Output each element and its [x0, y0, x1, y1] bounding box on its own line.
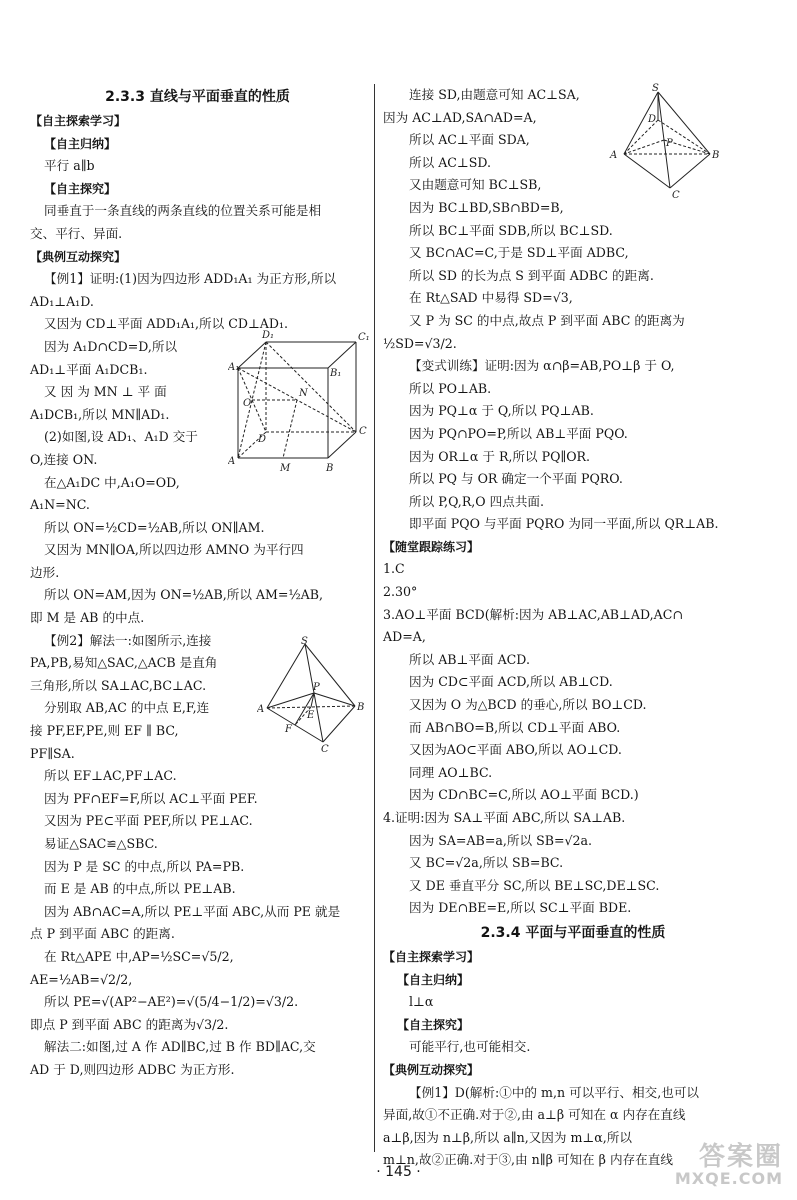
text-line: 在△A₁DC 中,A₁O=OD, [44, 474, 180, 490]
text-line: 又因为 CD⊥平面 ADD₁A₁,所以 CD⊥AD₁. [44, 316, 289, 332]
text-line: 所以 PE=√(AP²−AE²)=√(5/4−1/2)=√3/2. [44, 994, 299, 1010]
text-line: (2)如图,设 AD₁、A₁D 交于 [44, 429, 198, 445]
svg-text:A: A [228, 456, 236, 467]
text-line: 接 PF,EF,PE,则 EF ∥ BC, [30, 723, 179, 739]
text-line: AD₁⊥平面 A₁DCB₁. [30, 361, 148, 377]
text-line: 2.30° [383, 584, 418, 600]
svg-text:M: M [280, 463, 291, 474]
text-line: 因为 AB∩AC=A,所以 PE⊥平面 ABC,从而 PE 就是 [44, 903, 341, 919]
text-line: PF∥SA. [30, 745, 75, 761]
cube-figure [228, 328, 376, 480]
text-line: 即点 P 到平面 ABC 的距离为√3/2. [30, 1016, 229, 1032]
text-line: 所以 BC⊥平面 SDB,所以 BC⊥SD. [409, 222, 613, 238]
svg-text:C₁: C₁ [358, 332, 370, 343]
text-line: A₁DCB₁,所以 MN∥AD₁. [30, 406, 170, 422]
text-line: AD=A, [383, 629, 426, 645]
svg-text:A: A [257, 704, 265, 715]
svg-text:B: B [326, 463, 334, 474]
section-title: 2.3.3 直线与平面垂直的性质 [105, 89, 290, 105]
watermark-url: MXQE.COM [674, 1169, 783, 1188]
svg-text:P: P [666, 138, 673, 149]
text-line: 【例1】D(解析:①中的 m,n 可以平行、相交,也可以 [409, 1084, 700, 1100]
text-line: 交、平行、异面. [30, 225, 123, 241]
text-line: 1.C [383, 561, 405, 577]
text-line: O,连接 ON. [30, 451, 98, 467]
watermark [675, 1136, 783, 1188]
text-line: 因为 CD∩BC=C,所以 AO⊥平面 BCD.) [409, 787, 639, 803]
text-line: 所以 EF⊥AC,PF⊥AC. [44, 768, 177, 784]
text-line: 连接 SD,由题意可知 AC⊥SA, [409, 87, 580, 102]
text-line: 所以 AC⊥平面 SDA, [409, 132, 530, 148]
text-line: 而 E 是 AB 的中点,所以 PE⊥AB. [44, 881, 236, 897]
text-line: 因为 OR⊥α 于 R,所以 PQ∥OR. [409, 448, 591, 464]
text-line: 而 AB∩BO=B,所以 CD⊥平面 ABO. [409, 719, 621, 735]
text-line: a⊥β,因为 n⊥β,所以 a∥n,又因为 m⊥α,所以 [383, 1129, 632, 1145]
text-line: 所以 AB⊥平面 ACD. [409, 651, 530, 667]
right-column [383, 84, 763, 1172]
text-line: 点 P 到平面 ABC 的距离. [30, 926, 175, 942]
text-line: 三角形,所以 SA⊥AC,BC⊥AC. [30, 677, 207, 693]
text-line: m⊥n,故②正确.对于③,由 n∥β 可知在 β 内存在直线 [383, 1152, 673, 1168]
sub-header: 【自主归纳】 [397, 972, 470, 987]
text-line: A₁N=NC. [30, 497, 90, 513]
text-line: 【例2】解法一:如图所示,连接 [44, 632, 212, 648]
tetrahedron-figure-2 [602, 80, 732, 208]
text-line: 在 Rt△SAD 中易得 SD=√3, [409, 290, 573, 306]
section-header: 【自主探索学习】 [30, 114, 127, 128]
watermark-text: 答案圈 [698, 1142, 783, 1172]
section-header: 【典例互动探究】 [383, 1062, 480, 1077]
text-line: 因为 DE∩BE=E,所以 SC⊥平面 BDE. [409, 900, 632, 916]
text-line: 边形. [30, 564, 60, 580]
svg-text:A: A [610, 150, 618, 161]
text-line: 分别取 AB,AC 的中点 E,F,连 [44, 700, 210, 716]
text-line: 又 因 为 MN ⊥ 平 面 [44, 384, 167, 400]
text-line: AD₁⊥A₁D. [30, 293, 94, 309]
sub-header: 【自主探究】 [397, 1017, 470, 1032]
svg-text:A₁: A₁ [228, 362, 240, 373]
text-line: 因为 BC⊥BD,SB∩BD=B, [409, 199, 564, 215]
svg-text:C: C [321, 744, 329, 754]
svg-text:C: C [672, 190, 680, 201]
text-line: 所以 ON=AM,因为 ON=½AB,所以 AM=½AB, [44, 587, 324, 603]
text-line: 所以 SD 的长为点 S 到平面 ADBC 的距离. [409, 267, 654, 283]
text-line: 又因为 PE⊂平面 PEF,所以 PE⊥AC. [44, 813, 253, 829]
text-line: 因为 AC⊥AD,SA∩AD=A, [383, 109, 537, 125]
text-line: 所以 AC⊥SD. [409, 154, 492, 170]
text-line: 同垂直于一条直线的两条直线的位置关系可能是相 [44, 203, 322, 219]
text-line: 所以 P,Q,R,O 四点共面. [409, 493, 545, 509]
text-line: 因为 PQ∩PO=P,所以 AB⊥平面 PQO. [409, 425, 628, 441]
text-line: 又因为AO⊂平面 ABO,所以 AO⊥CD. [409, 742, 622, 758]
text-line: AE=½AB=√2/2, [30, 971, 133, 987]
svg-text:B: B [712, 150, 720, 161]
text-line: 平行 a∥b [44, 158, 95, 174]
tetrahedron-figure-1 [257, 636, 367, 758]
svg-text:C: C [359, 426, 367, 437]
text-line: 又 BC=√2a,所以 SB=BC. [409, 855, 564, 871]
svg-text:P: P [313, 682, 320, 693]
text-line: 4.证明:因为 SA⊥平面 ABC,所以 SA⊥AB. [383, 810, 626, 825]
text-line: 所以 PQ 与 OR 确定一个平面 PQRO. [409, 471, 623, 487]
section-header: 【随堂跟踪练习】 [383, 539, 480, 554]
text-line: 可能平行,也可能相交. [409, 1039, 531, 1055]
svg-text:D: D [258, 434, 267, 445]
text-line: 因为 A₁D∩CD=D,所以 [44, 338, 178, 354]
svg-text:B: B [357, 702, 365, 713]
text-line: 又因为 O 为△BCD 的垂心,所以 BO⊥CD. [409, 697, 647, 713]
text-line: 易证△SAC≌△SBC. [44, 836, 158, 851]
svg-text:S: S [652, 83, 659, 94]
text-line: 3.AO⊥平面 BCD(解析:因为 AB⊥AC,AB⊥AD,AC∩ [383, 606, 683, 622]
text-line: 解法二:如图,过 A 作 AD∥BC,过 B 作 BD∥AC,交 [44, 1039, 316, 1055]
text-line: 【变式训练】证明:因为 α∩β=AB,PO⊥β 于 O, [409, 358, 675, 374]
svg-text:D: D [648, 114, 657, 125]
text-line: 同理 AO⊥BC. [409, 764, 493, 780]
text-line: 因为 P 是 SC 的中点,所以 PA=PB. [44, 858, 245, 874]
text-line: 因为 SA=AB=a,所以 SB=√2a. [409, 832, 593, 848]
svg-text:F: F [285, 724, 292, 735]
section-title: 2.3.4 平面与平面垂直的性质 [480, 924, 666, 941]
text-line: 又由题意可知 BC⊥SB, [409, 177, 542, 193]
text-line: 因为 CD⊂平面 ACD,所以 AB⊥CD. [409, 674, 613, 690]
text-line: 又因为 MN∥OA,所以四边形 AMNO 为平行四 [44, 542, 304, 558]
text-line: 所以 ON=½CD=½AB,所以 ON∥AM. [44, 519, 265, 535]
text-line: 异面,故①不正确.对于②,由 a⊥β 可知在 α 内存在直线 [383, 1107, 686, 1123]
svg-text:N: N [299, 388, 308, 399]
text-line: 因为 PF∩EF=F,所以 AC⊥平面 PEF. [44, 790, 258, 806]
text-line: 又 P 为 SC 的中点,故点 P 到平面 ABC 的距离为 [409, 312, 685, 328]
text-line: AD 于 D,则四边形 ADBC 为正方形. [30, 1061, 235, 1077]
svg-text:B₁: B₁ [330, 368, 342, 379]
text-line: 【例1】证明:(1)因为四边形 ADD₁A₁ 为正方形,所以 [44, 271, 337, 287]
text-line: PA,PB,易知△SAC,△ACB 是直角 [30, 655, 218, 671]
sub-header: 【自主归纳】 [44, 136, 117, 151]
sub-header: 【自主探究】 [44, 181, 117, 196]
text-line: 在 Rt△APE 中,AP=½SC=√5/2, [44, 948, 234, 964]
text-line: 又 DE 垂直平分 SC,所以 BE⊥SC,DE⊥SC. [409, 877, 660, 893]
text-line: l⊥α [409, 994, 434, 1010]
svg-text:O: O [243, 398, 252, 409]
text-line: 又 BC∩AC=C,于是 SD⊥平面 ADBC, [409, 245, 629, 261]
svg-text:E: E [307, 710, 315, 721]
section-header: 【自主探索学习】 [383, 949, 480, 964]
section-header: 【典例互动探究】 [30, 249, 127, 264]
text-line: 所以 PO⊥AB. [409, 380, 492, 396]
page-number: · 145 · [376, 1164, 421, 1180]
text-line: 因为 PQ⊥α 于 Q,所以 PQ⊥AB. [409, 403, 594, 419]
column-divider [374, 84, 375, 1152]
left-column [30, 84, 365, 1082]
svg-text:D₁: D₁ [262, 330, 275, 341]
text-line: ½SD=√3/2. [383, 335, 457, 351]
text-line: 即 M 是 AB 的中点. [30, 610, 145, 626]
svg-text:S: S [301, 636, 308, 647]
text-line: 即平面 PQO 与平面 PQRO 为同一平面,所以 QR⊥AB. [409, 516, 719, 532]
